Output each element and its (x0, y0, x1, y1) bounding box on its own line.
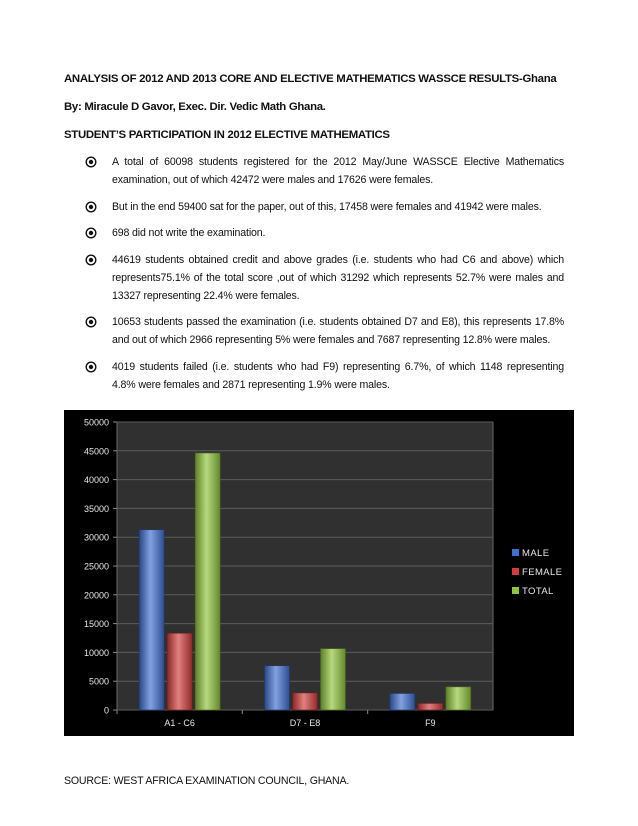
chart-canvas (64, 410, 574, 736)
x-tick-label: F9 (425, 718, 436, 728)
y-tick-label: 10000 (83, 647, 109, 658)
bar-total-1 (195, 453, 220, 710)
y-tick-label: 30000 (83, 532, 109, 543)
legend-swatch-female (512, 568, 519, 575)
bullet-text: A total of 60098 students registered for the 2012 May/June WASSCE Elective Mathematics examination, out of which 42472 were males and 17626 were females. (112, 156, 564, 186)
list-item (84, 153, 564, 189)
y-tick-label: 25000 (83, 561, 109, 572)
bullet-circle-icon (85, 227, 97, 239)
y-tick-label: 15000 (83, 619, 109, 630)
y-tick-label: 0 (103, 705, 109, 716)
bar-female-3 (418, 703, 443, 710)
bullet-text: But in the end 59400 sat for the paper, out of this, 17458 were females and 41942 were males. (112, 200, 542, 213)
bar-female-2 (293, 693, 318, 710)
bullet-circle-icon (85, 361, 97, 373)
bullet-text: 4019 students failed (i.e. students who had F9) representing 6.7%, of which 1148 representing 4.8% were females and 2871 representing 1.9% were males. (112, 360, 564, 391)
source-note: SOURCE: WEST AFRICA EXAMINATION COUNCIL, GHANA. (64, 775, 350, 787)
bar-female-1 (167, 633, 192, 710)
list-item (84, 224, 564, 242)
legend-swatch-total (512, 587, 519, 594)
x-tick-label: D7 - E8 (289, 718, 321, 728)
bar-total-3 (446, 687, 471, 710)
document-title: ANALYSIS OF 2012 AND 2013 CORE AND ELECTIVE MATHEMATICS WASSCE RESULTS-Ghana (64, 73, 557, 85)
bullet-circle-icon (85, 316, 97, 328)
bar-total-2 (321, 649, 346, 710)
bullet-text: 698 did not write the examination. (112, 227, 266, 239)
bar-male-1 (139, 530, 164, 710)
y-tick-label: 50000 (83, 417, 109, 428)
results-bar-chart (64, 410, 574, 736)
y-tick-label: 45000 (83, 446, 109, 457)
bullet-list (84, 153, 564, 402)
legend-swatch-male (512, 549, 519, 556)
list-item (84, 251, 564, 305)
y-tick-label: 35000 (83, 503, 109, 514)
list-item (84, 198, 564, 216)
bullet-text: 10653 students passed the examination (i.e. students obtained D7 and E8), this represents 17.8% and out of which 2966 representing 5% were females and 7687 representing 12.8% were males. (112, 316, 564, 346)
bullet-text: 44619 students obtained credit and above grades (i.e. students who had C6 and above) which represents75.1% of the total score ,out of which 31292 which represents 52.7% were males and 13327 representing 22.4% were females. (112, 253, 564, 302)
y-tick-label: 40000 (83, 475, 109, 486)
bullet-circle-icon (85, 254, 97, 266)
section-heading: STUDENT’S PARTICIPATION IN 2012 ELECTIVE MATHEMATICS (64, 129, 390, 141)
list-item (84, 313, 564, 349)
y-tick-label: 5000 (88, 676, 109, 687)
author-line: By: Miracule D Gavor, Exec. Dir. Vedic Math Ghana. (64, 101, 326, 113)
y-tick-label: 20000 (83, 590, 109, 601)
bar-male-3 (390, 693, 415, 710)
list-item (84, 358, 564, 394)
bar-male-2 (265, 666, 290, 710)
bullet-circle-icon (85, 156, 97, 168)
bullet-circle-icon (85, 201, 97, 213)
x-tick-label: A1 - C6 (164, 718, 195, 728)
legend-label-male: MALE (522, 548, 550, 559)
legend-label-total: TOTAL (522, 586, 554, 597)
legend-label-female: FEMALE (522, 567, 563, 578)
